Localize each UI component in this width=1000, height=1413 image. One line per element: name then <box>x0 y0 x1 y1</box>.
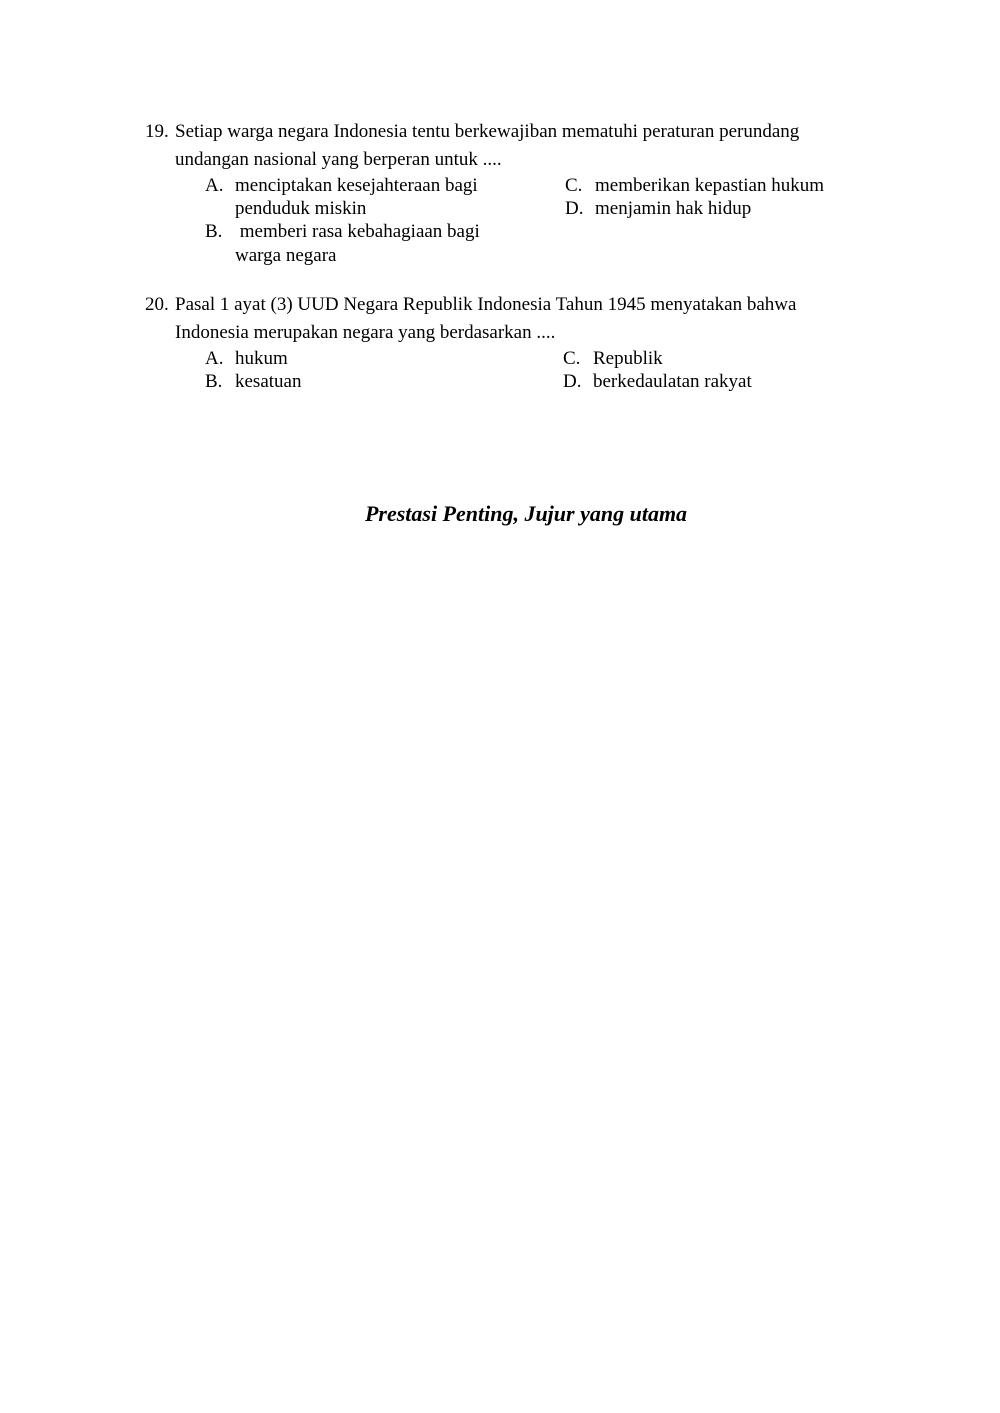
question-19-option-b[interactable] <box>205 220 480 244</box>
question-20-text-1: Pasal 1 ayat (3) UUD Negara Republik Indonesia Tahun 1945 menyatakan bahwa <box>175 294 797 315</box>
option-letter: B. <box>205 221 223 242</box>
question-20-option-c[interactable] <box>563 347 663 371</box>
question-19-option-d[interactable] <box>565 197 752 221</box>
option-text-line-1: berkedaulatan rakyat <box>593 371 752 392</box>
question-19-text-2: undangan nasional yang berperan untuk .... <box>175 149 502 170</box>
option-text-line-1: menciptakan kesejahteraan bagi <box>235 175 478 196</box>
option-text-line-2: warga negara <box>235 245 337 266</box>
option-text-line-1: kesatuan <box>235 371 302 392</box>
question-19-text-1: Setiap warga negara Indonesia tentu berkewajiban mematuhi peraturan perundang <box>175 121 800 142</box>
question-19-option-a[interactable] <box>205 174 478 198</box>
option-letter: A. <box>205 175 224 196</box>
question-20-option-a[interactable] <box>205 347 288 371</box>
option-text-line-1: memberi rasa kebahagiaan bagi <box>235 221 480 242</box>
option-letter: C. <box>565 175 583 196</box>
question-20-option-b[interactable] <box>205 370 302 394</box>
option-letter: C. <box>563 348 581 369</box>
option-letter: D. <box>563 371 582 392</box>
question-19-number: 19. <box>145 121 169 142</box>
option-text-line-2: penduduk miskin <box>235 198 367 219</box>
option-letter: A. <box>205 348 224 369</box>
motto-footer: Prestasi Penting, Jujur yang utama <box>364 501 688 526</box>
option-letter: D. <box>565 198 584 219</box>
question-19-option-c[interactable] <box>565 174 824 198</box>
question-20-option-d[interactable] <box>563 370 752 394</box>
option-text-line-1: memberikan kepastian hukum <box>595 175 824 196</box>
question-20-number: 20. <box>145 294 169 315</box>
option-text-line-1: hukum <box>235 348 288 369</box>
option-letter: B. <box>205 371 223 392</box>
question-20-text-2: Indonesia merupakan negara yang berdasarkan .... <box>175 322 556 343</box>
option-text-line-1: Republik <box>593 348 663 369</box>
option-text-line-1: menjamin hak hidup <box>595 198 752 219</box>
